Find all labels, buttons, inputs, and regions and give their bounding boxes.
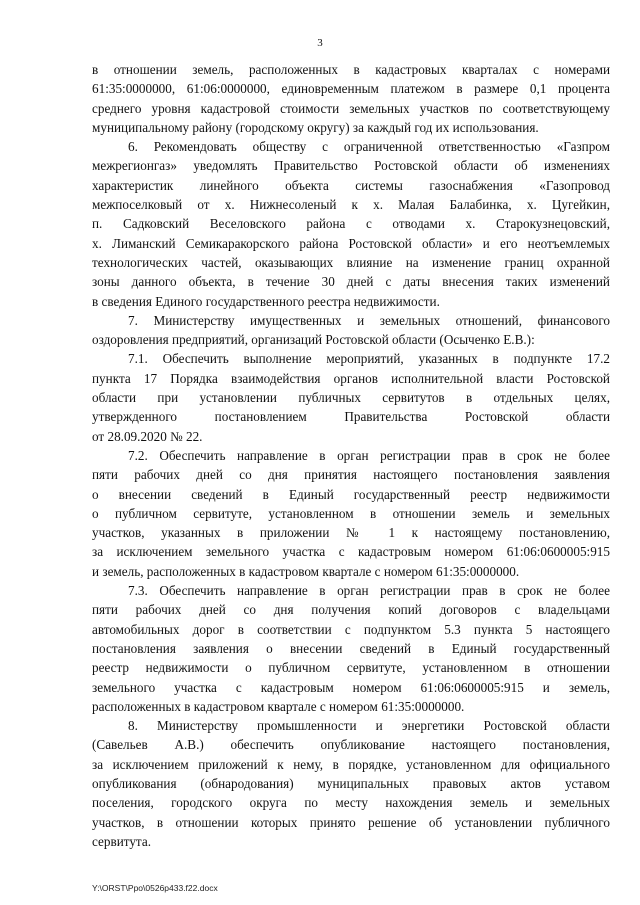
text-line: от 28.09.2020 № 22.	[92, 428, 203, 444]
text-line: о публичном сервитуте, установленном в отношении земель и земельных	[92, 505, 610, 521]
document-body	[92, 60, 610, 851]
text-line: за исключением приложений к нему, в порядке, установленном для официального	[92, 756, 610, 772]
text-line: пяти рабочих дней со дня принятия настоящего постановления заявления	[92, 467, 610, 483]
text-line: 7.2. Обеспечить направление в орган регистрации прав в срок не более	[128, 447, 610, 463]
text-line: 6. Рекомендовать обществу с ограниченной ответственностью «Газпром	[128, 139, 610, 155]
text-line: в отношении земель, расположенных в кадастровых кварталах с номерами	[92, 62, 610, 77]
text-line: области при установлении публичных сервитутов в отдельных целях,	[92, 390, 610, 406]
paragraph-p6	[92, 137, 610, 311]
text-line: и земель, расположенных в кадастровом квартале с номером 61:35:0000000.	[92, 563, 520, 579]
text-line: оздоровления предприятий, организаций Ростовской области (Осыченко Е.В.):	[92, 332, 535, 348]
text-line: пункта 17 Порядка взаимодействия органов исполнительной власти Ростовской	[92, 370, 610, 386]
text-line: постановления заявления о внесении сведений в Единый государственный	[92, 640, 610, 656]
text-line: расположенных в кадастровом квартале с номером 61:35:0000000.	[92, 698, 465, 714]
text-line: 7. Министерству имущественных и земельных отношений, финансового	[128, 312, 610, 328]
text-line: автомобильных дорог в соответствии с подпунктом 5.3 пункта 5 настоящего	[92, 621, 610, 637]
text-line: земельного участка с кадастровым номером 61:06:0600005:915 и земель,	[92, 679, 610, 695]
text-line: зоны данного объекта, в течение 30 дней с даты внесения таких изменений	[92, 274, 610, 290]
text-line: среднего уровня кадастровой стоимости земельных участков по соответствующему	[92, 100, 610, 116]
text-line: о внесении сведений в Единый государственный реестр недвижимости	[92, 486, 610, 502]
text-line: 8. Министерству промышленности и энергетики Ростовской области	[128, 718, 610, 734]
text-line: 61:35:0000000, 61:06:0000000, единовременным платежом в размере 0,1 процента	[92, 81, 610, 97]
paragraph-p8	[92, 716, 610, 851]
text-line: сервитута.	[92, 833, 152, 849]
page-number: 3	[317, 37, 323, 49]
text-line: опубликования (обнародования) муниципальных правовых актов уставом	[92, 775, 610, 791]
text-line: муниципальному району (городскому округу) за каждый год их использования.	[92, 119, 539, 135]
text-line: реестр недвижимости о публичном сервитуте, установленном в отношении	[92, 660, 610, 676]
text-line: за исключением земельного участка с кадастровым номером 61:06:0600005:915	[92, 544, 610, 560]
text-line: межпоселковый от х. Нижнесоленый к х. Малая Балабинка, х. Цугейкин,	[92, 197, 610, 213]
text-line: участков, указанных в приложении № 1 к настоящему постановлению,	[92, 525, 610, 541]
text-line: технологических частей, оказывающих влияние на изменение границ охранной	[92, 254, 610, 270]
text-line: участков, в отношении которых принято решение об установлении публичного	[92, 814, 610, 830]
paragraph-p7-3	[92, 581, 610, 716]
text-line: межрегионгаз» уведомлять Правительство Ростовской области об изменениях	[92, 158, 610, 174]
text-line: 7.3. Обеспечить направление в орган регистрации прав в срок не более	[128, 583, 610, 599]
paragraph-p7-2	[92, 446, 610, 581]
text-line: утвержденного постановлением Правительства Ростовской области	[92, 409, 610, 425]
text-line: характеристик линейного объекта системы газоснабжения «Газопровод	[92, 177, 610, 193]
text-line: пяти рабочих дней со дня получения копий договоров с владельцами	[92, 602, 610, 618]
text-line: 7.1. Обеспечить выполнение мероприятий, указанных в подпункте 17.2	[128, 351, 610, 367]
text-line: в сведения Единого государственного реестра недвижимости.	[92, 293, 440, 309]
paragraph-p7-1	[92, 349, 610, 445]
footer-file-path: Y:\ORST\Ppo\0526p433.f22.docx	[92, 883, 218, 893]
text-line: п. Садковский Веселовского района с отводами х. Старокузнецовский,	[92, 216, 610, 232]
paragraph-p7	[92, 311, 610, 350]
paragraph-p-cont	[92, 60, 610, 137]
text-line: поселения, городского округа по месту нахождения земель и земельных	[92, 795, 610, 811]
text-line: х. Лиманский Семикаракорского района Ростовской области» и его неотъемлемых	[92, 235, 610, 251]
text-line: (Савельев А.В.) обеспечить опубликование настоящего постановления,	[92, 737, 610, 753]
